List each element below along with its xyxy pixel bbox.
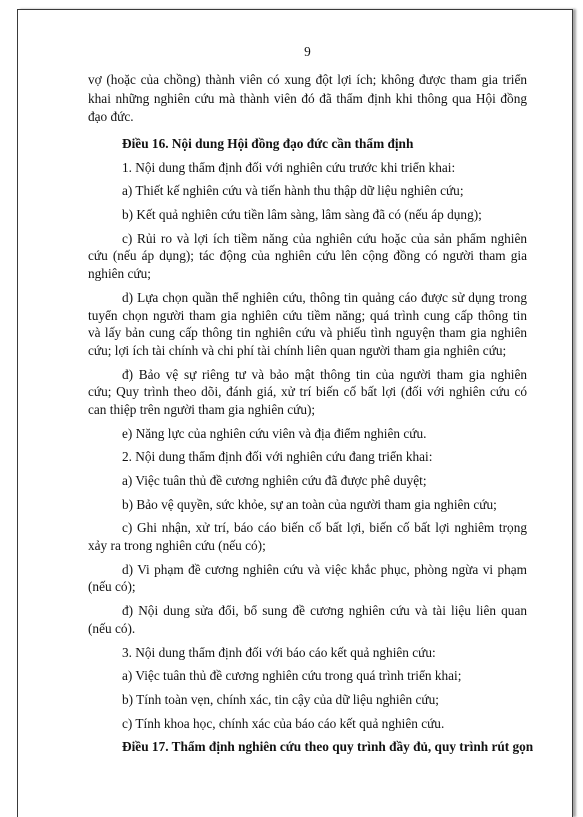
item-3a: a) Việc tuân thủ đề cương nghiên cứu trong quá trình triển khai;: [122, 668, 462, 684]
item-2a: a) Việc tuân thủ đề cương nghiên cứu đã được phê duyệt;: [122, 473, 427, 488]
document-body: [88, 135, 534, 762]
text-line: đạo đức.: [88, 109, 134, 124]
item-1a: a) Thiết kế nghiên cứu và tiến hành thu thập dữ liệu nghiên cứu;: [122, 183, 464, 199]
item-1b: b) Kết quả nghiên cứu tiền lâm sàng, lâm sàng đã có (nếu áp dụng);: [122, 207, 482, 223]
text-line: (nếu có);: [88, 579, 136, 595]
item-1e: e) Năng lực của nghiên cứu viên và địa điểm nghiên cứu.: [122, 425, 427, 441]
text-line: khai những nghiên cứu mà thành viên đó đã thẩm định khi thông qua Hội đồng: [88, 90, 527, 106]
item-2dd: [88, 602, 527, 637]
text-line: d) Vi phạm đề cương nghiên cứu và việc khắc phục, phòng ngừa vi phạm: [122, 561, 527, 577]
item-1c: [88, 230, 527, 283]
item-3c: c) Tính khoa học, chính xác của báo cáo kết quả nghiên cứu.: [122, 715, 445, 731]
text-line: c) Ghi nhận, xử trí, báo cáo biến cố bất lợi, biến cố bất lợi nghiêm trọng: [122, 520, 527, 536]
clause-2-intro: 2. Nội dung thẩm định đối với nghiên cứu đang triển khai:: [122, 449, 433, 465]
text-line: cứu; Quy trình theo dõi, đánh giá, xử trí biến cố bất lợi (đối với nghiên cứu có: [88, 384, 527, 400]
text-line: xảy ra trong nghiên cứu (nếu có);: [88, 538, 266, 554]
item-2c: [88, 519, 527, 554]
text-line: đ) Bảo vệ sự riêng tư và bảo mật thông tin của người tham gia nghiên: [122, 366, 527, 382]
clause-2: [88, 448, 527, 637]
text-line: c) Rủi ro và lợi ích tiềm năng của nghiên cứu hoặc của sản phẩm nghiên: [122, 230, 527, 246]
text-line: cứu (nếu áp dụng); tác động của nghiên cứu lên cộng đồng có người tham gia: [88, 248, 527, 264]
clause-1-intro: 1. Nội dung thẩm định đối với nghiên cứu trước khi triển khai:: [122, 159, 456, 175]
text-line: cứu; lợi ích tài chính và chi phí tài chính liên quan người tham gia nghiên cứu;: [88, 342, 507, 358]
text-line: d) Lựa chọn quần thể nghiên cứu, thông tin quảng cáo được sử dụng trong: [122, 289, 527, 305]
text-line: nghiên cứu;: [88, 266, 151, 282]
text-line: vợ (hoặc của chồng) thành viên có xung đột lợi ích; không được tham gia triển: [88, 72, 527, 87]
item-1d: [88, 289, 527, 360]
clause-3-intro: 3. Nội dung thẩm định đối với báo cáo kết quả nghiên cứu:: [122, 644, 436, 660]
continued-paragraph: [88, 71, 527, 127]
item-1dd: [88, 366, 527, 419]
item-3b: b) Tính toàn vẹn, chính xác, tin cậy của dữ liệu nghiên cứu;: [122, 691, 439, 707]
text-line: can thiệp trên người tham gia nghiên cứu);: [88, 401, 316, 417]
clause-3: [88, 644, 527, 733]
article-16-heading: Điều 16. Nội dung Hội đồng đạo đức cần thẩm định: [122, 136, 414, 151]
clause-1: [88, 159, 527, 443]
page-number: 9: [304, 44, 311, 59]
text-line: và lấy bản cung cấp thông tin nghiên cứu và phiếu tình nguyện tham gia nghiên: [88, 325, 527, 341]
text-line: tuyển chọn người tham gia nghiên cứu tiềm năng; quá trình cung cấp thông tin: [88, 307, 527, 323]
article-17-heading: Điều 17. Thẩm định nghiên cứu theo quy trình đầy đủ, quy trình rút gọn: [122, 739, 534, 755]
text-line: (nếu có).: [88, 620, 136, 636]
item-2b: b) Bảo vệ quyền, sức khỏe, sự an toàn của người tham gia nghiên cứu;: [122, 496, 497, 512]
item-2d: [88, 561, 527, 596]
text-line: đ) Nội dung sửa đổi, bổ sung đề cương nghiên cứu và tài liệu liên quan: [122, 603, 527, 619]
